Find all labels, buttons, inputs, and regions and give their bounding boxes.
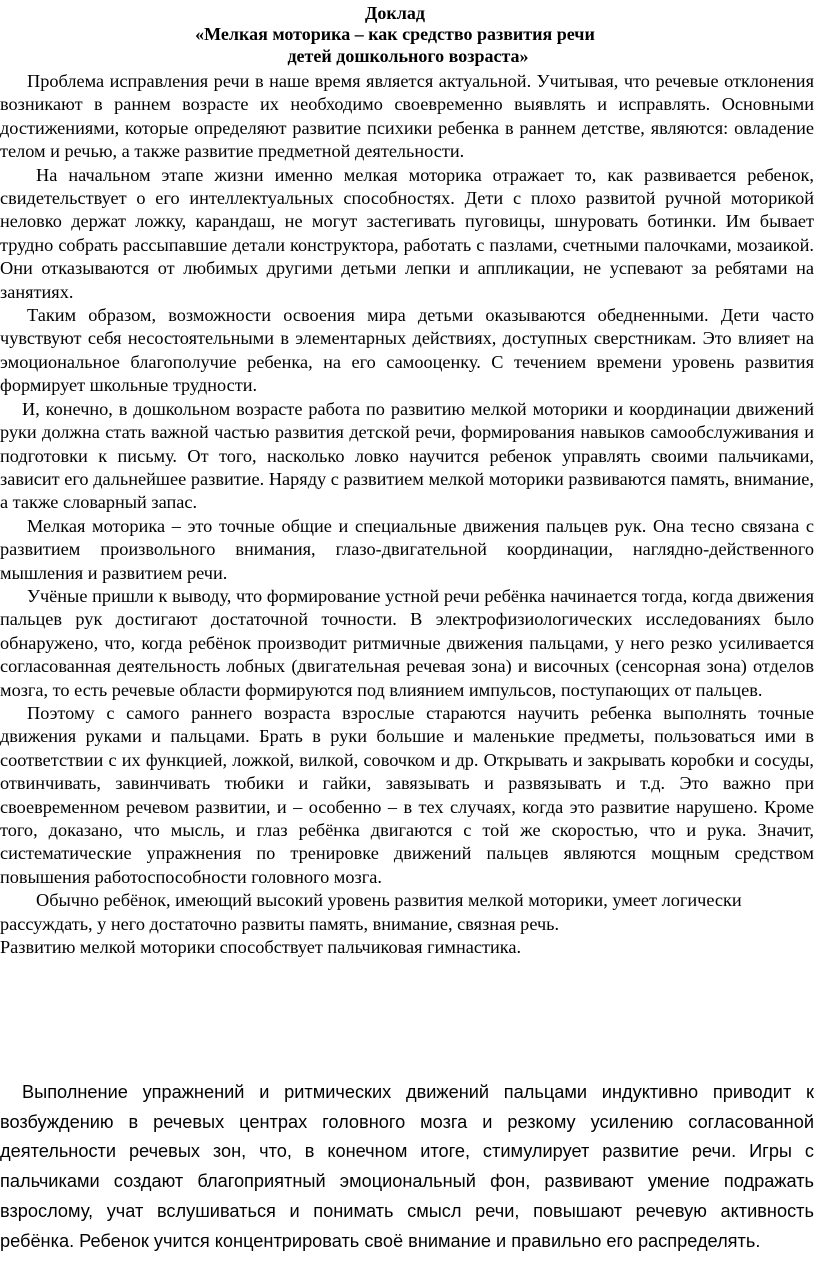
paragraph: Таким образом, возможности освоения мира детьми оказываются обедненными. Дети часто чувствуют себя несостоятельными в элементарных действиях, доступных сверстникам. Это влияет на эмоциональное благополучие ребенка, на его самооценку. С течением времени уровень развития формирует школьные трудности. bbox=[0, 305, 814, 396]
final-paragraph-block bbox=[0, 1078, 814, 1256]
doc-subtitle-line2: детей дошкольного возраста» bbox=[287, 46, 529, 66]
paragraph: На начальном этапе жизни именно мелкая моторика отражает то, как развивается ребенок, свидетельствует о его интеллектуальных способностях. Дети с плохо развитой ручной моторикой неловко держат ложку, карандаш, не могут застегивать пуговицы, шнуровать ботинки. Им бывает трудно собрать рассыпавшие детали конструктора, работать с пазлами, счетными палочками, мозаикой. Они отказываются от любимых другими детьми лепки и аппликации, не успевают за ребятами на занятиях. bbox=[0, 164, 814, 302]
paragraph: И, конечно, в дошкольном возрасте работа по развитию мелкой моторики и координации движений руки должна стать важной частью развития детской речи, формирования навыков самообслуживания и подготовки к письму. От того, насколько ловко научится ребенок управлять своими пальчиками, зависит его дальнейшее развитие. Наряду с развитием мелкой моторики развиваются память, внимание, а также словарный запас. bbox=[0, 398, 814, 513]
paragraph: Поэтому с самого раннего возраста взрослые стараются научить ребенка выполнять точные движения руками и пальцами. Брать в руки большие и маленькие предметы, пользоваться ими в соответствии с их функцией, ложкой, вилкой, совочком и др. Открывать и закрывать коробки и сосуды, отвинчивать, завинчивать тюбики и гайки, завязывать и развязывать и т.д. Это важно при своевременном речевом развитии, и – особенно – в тех случаях, когда это развитие нарушено. Кроме того, доказано, что мысль, и глаз ребёнка двигаются с той же скоростью, что и рука. Значит, систематические упражнения по тренировке движений пальцев являются мощным средством повышения работоспособности головного мозга. bbox=[0, 702, 814, 887]
paragraph: рассуждать, у него достаточно развиты память, внимание, связная речь. bbox=[0, 913, 560, 934]
final-paragraph: Выполнение упражнений и ритмических движений пальцами индуктивно приводит к возбуждению в речевых центрах головного мозга и резкому усилению согласованной деятельности речевых зон, что, в конечном итоге, стимулирует развитие речи. Игры с пальчиками создают благоприятный эмоциональный фон, развивают умение подражать взрослому, учат вслушиваться и понимать смысл речи, повышают речевую активность ребёнка. Ребенок учится концентрировать своё внимание и правильно его распределять. bbox=[0, 1082, 814, 1251]
paragraph: Проблема исправления речи в наше время является актуальной. Учитывая, что речевые отклонения возникают в раннем возрасте их необходимо своевременно выявлять и исправлять. Основными достижениями, которые определяют развитие психики ребенка в раннем детстве, являются: овладение телом и речью, а также развитие предметной деятельности. bbox=[0, 71, 814, 162]
doc-title: Доклад bbox=[365, 3, 425, 23]
doc-subtitle-line1: «Мелкая моторика – как средство развития речи bbox=[195, 24, 595, 44]
body-text bbox=[0, 70, 814, 959]
paragraph: Обычно ребёнок, имеющий высокий уровень развития мелкой моторики, умеет логически bbox=[36, 890, 742, 911]
paragraph: Мелкая моторика – это точные общие и специальные движения пальцев рук. Она тесно связана с развитием произвольного внимания, глазо-двигательной координации, наглядно-действенного мышления и развитием речи. bbox=[0, 515, 814, 583]
paragraph: Развитию мелкой моторики способствует пальчиковая гимнастика. bbox=[0, 937, 522, 958]
paragraph: Учёные пришли к выводу, что формирование устной речи ребёнка начинается тогда, когда движения пальцев рук достигают достаточной точности. В электрофизиологических исследованиях было обнаружено, что, когда ребёнок производит ритмичные движения пальцами, у него резко усиливается согласованная деятельность лобных (двигательная речевая зона) и височных (сенсорная зона) отделов мозга, то есть речевые области формируются под влиянием импульсов, поступающих от пальцев. bbox=[0, 585, 814, 700]
